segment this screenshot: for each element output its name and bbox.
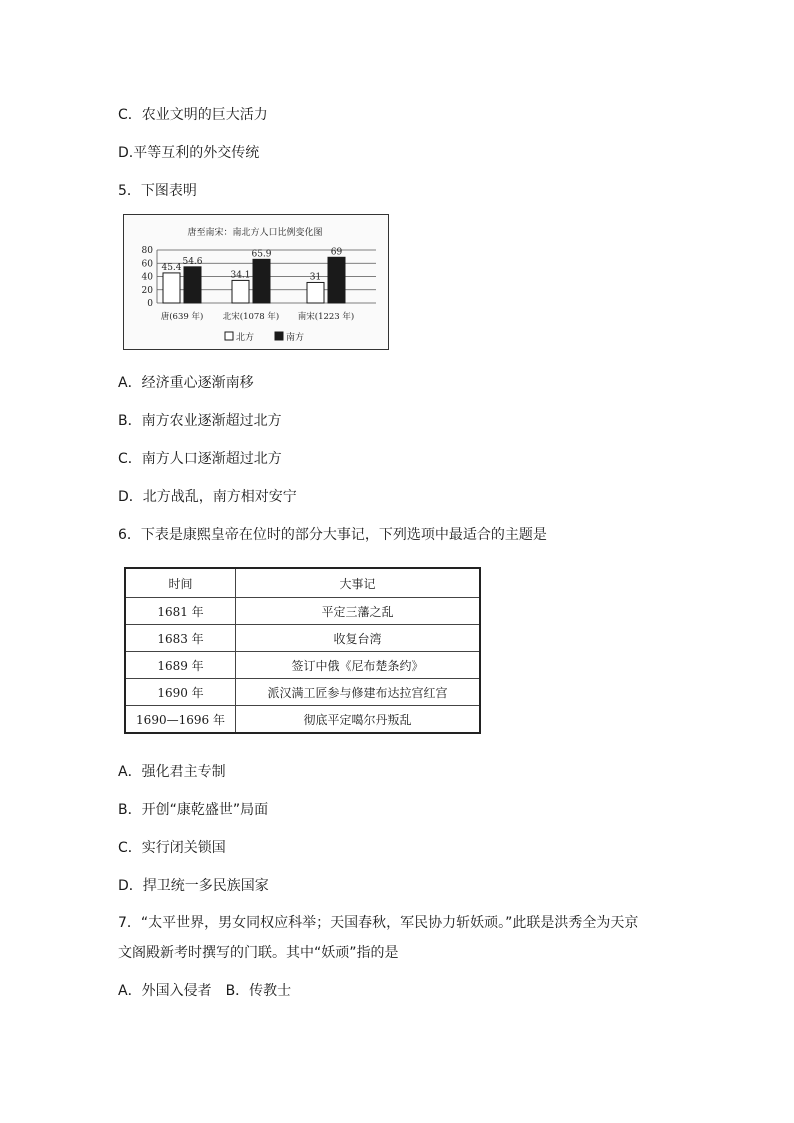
chart-legend-swatch: [225, 332, 233, 340]
q7-options-ab: A．外国入侵者 B．传教士: [118, 983, 292, 999]
chart-legend-label: 北方: [236, 333, 255, 343]
chart-title: 唐至南宋：南北方人口比例变化图: [187, 228, 323, 238]
chart-y-tick-label: 0: [147, 299, 153, 309]
chart-bar-south: [328, 257, 345, 303]
table-cell-year: 1681 年: [125, 598, 236, 625]
q7-stem-line-1: 7．“太平世界，男女同权应科举；天国春秋，军民协力斩妖顽。”此联是洪秀全为天京: [118, 915, 639, 931]
q7-stem-line-2: 文阁殿新考时撰写的门联。其中“妖顽”指的是: [118, 945, 399, 961]
chart-bar-north: [232, 280, 249, 303]
chart-category-label: 北宋(1078 年): [222, 312, 280, 322]
table-row: [125, 652, 480, 679]
chart-data-label: 54.6: [182, 256, 203, 267]
table-cell-year: 1690—1696 年: [125, 706, 236, 734]
table-cell-event: 签订中俄《尼布楚条约》: [236, 652, 481, 679]
q5-option-d: D．北方战乱，南方相对安宁: [118, 489, 297, 505]
chart-bars: [161, 247, 345, 303]
q5-option-c: C．南方人口逐渐超过北方: [118, 451, 282, 467]
kangxi-events-table: [124, 567, 481, 734]
chart-svg: [124, 215, 387, 348]
chart-y-ticks: [142, 246, 154, 309]
chart-data-label: 65.9: [251, 249, 272, 260]
population-chart: [123, 214, 389, 350]
q6-option-a: A．强化君主专制: [118, 764, 226, 780]
chart-bar-north: [163, 273, 180, 303]
chart-data-label: 69: [330, 247, 343, 258]
q6-option-d: D．捍卫统一多民族国家: [118, 878, 269, 894]
chart-category-label: 南宋(1223 年): [297, 312, 355, 322]
chart-data-label: 34.1: [230, 270, 251, 281]
table-header-time: 时间: [125, 568, 236, 598]
chart-y-tick-label: 20: [141, 285, 153, 296]
q6-option-c: C．实行闭关锁国: [118, 840, 226, 856]
table-row: [125, 679, 480, 706]
table-cell-year: 1690 年: [125, 679, 236, 706]
q5-stem: 5．下图表明: [118, 183, 197, 199]
table-header-event: 大事记: [236, 568, 481, 598]
q4-option-c: C．农业文明的巨大活力: [118, 107, 268, 123]
table-cell-event: 派汉满工匠参与修建布达拉宫红宫: [236, 679, 481, 706]
chart-data-label: 31: [309, 272, 322, 283]
table-cell-event: 收复台湾: [236, 625, 481, 652]
chart-legend-label: 南方: [286, 333, 305, 343]
chart-bar-south: [253, 259, 270, 303]
q5-option-a: A．经济重心逐渐南移: [118, 375, 254, 391]
chart-data-label: 45.4: [161, 262, 182, 273]
table-header-row: [125, 568, 480, 598]
chart-bar-south: [184, 267, 201, 303]
chart-y-tick-label: 40: [141, 272, 153, 283]
table-cell-year: 1689 年: [125, 652, 236, 679]
q4-option-d: D.平等互利的外交传统: [118, 145, 260, 161]
chart-legend: [225, 331, 304, 343]
table-cell-event: 彻底平定噶尔丹叛乱: [236, 706, 481, 734]
chart-bar-north: [307, 282, 324, 303]
chart-y-tick-label: 80: [141, 246, 153, 256]
q5-option-b: B．南方农业逐渐超过北方: [118, 413, 282, 429]
table-row: [125, 598, 480, 625]
q6-option-b: B．开创“康乾盛世”局面: [118, 802, 269, 818]
chart-category-label: 唐(639 年): [160, 312, 204, 322]
table-row: [125, 625, 480, 652]
table-cell-event: 平定三藩之乱: [236, 598, 481, 625]
q6-stem: 6．下表是康熙皇帝在位时的部分大事记，下列选项中最适合的主题是: [118, 527, 547, 543]
table-cell-year: 1683 年: [125, 625, 236, 652]
chart-y-tick-label: 60: [141, 259, 153, 270]
chart-legend-swatch: [275, 332, 283, 340]
chart-categories: [161, 311, 355, 322]
table-row: [125, 706, 480, 734]
